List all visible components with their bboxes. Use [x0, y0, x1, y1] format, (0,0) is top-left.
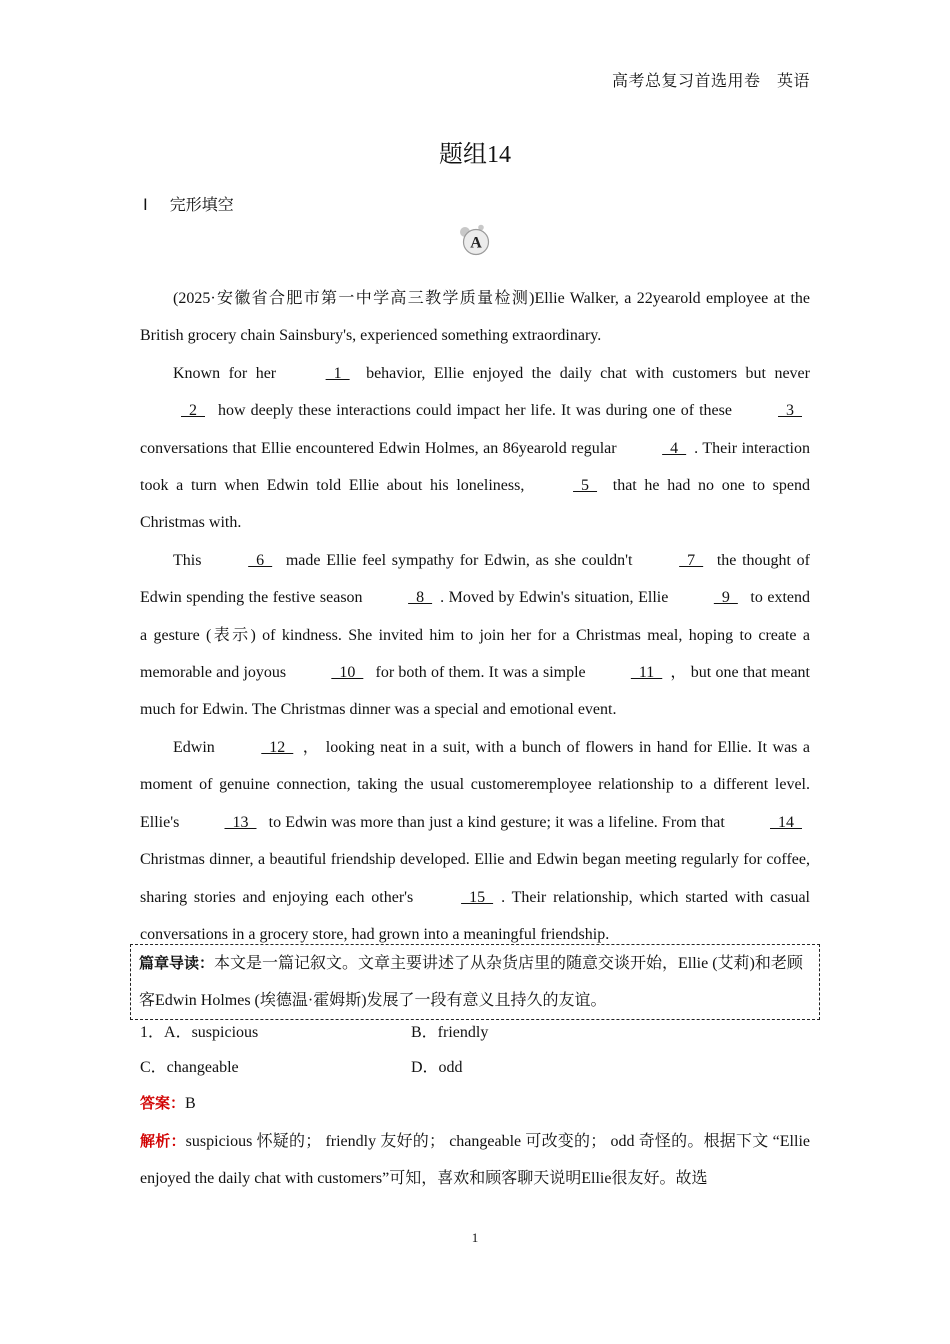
analysis-block	[140, 1123, 810, 1197]
guide-text: 本文是一篇记叙文。文章主要讲述了从杂货店里的随意交谈开始，Ellie (艾莉)和老顾客Edwin Holmes (埃德温·霍姆斯)发展了一段有意义且持久的友谊。	[139, 955, 803, 1009]
paragraph-text: that he had no one to spend Christmas with.	[140, 477, 811, 532]
paragraph-text: Edwin	[173, 738, 221, 756]
guide-label: 篇章导读：	[139, 954, 215, 972]
paragraph-text: . Their relationship, which started with casual conversations in a grocery store, had grown into a meaningful friendship.	[140, 888, 810, 943]
paragraph-text: (2025·安徽省合肥市第一中学高三教学质量检测)Ellie Walker, a 22yearold employee at the British grocery chain Sainsbury's, experienced something extraordinary.	[140, 290, 810, 345]
paragraph-text: This	[173, 551, 208, 569]
blank-9: 9	[713, 589, 738, 607]
passage-a-badge-icon	[458, 224, 492, 258]
option-a	[140, 1018, 258, 1048]
page-title: 题组14	[439, 142, 511, 168]
paragraph-text: to extend a gesture (表示) of kindness. She invited him to join her for a Christmas meal, hoping to create a memorable and joyous	[140, 589, 811, 682]
paragraph-text: . Their interaction took a turn when Edwin told Ellie about his loneliness,	[140, 439, 810, 495]
blank-5: 5	[573, 477, 598, 495]
paragraph-text: to Edwin was more than just a kind gesture; it was a lifeline. From that	[264, 813, 729, 831]
paragraph-text: the thought of Edwin spending the festive season	[140, 551, 811, 607]
paragraph-text: . Moved by Edwin's situation, Ellie	[440, 589, 673, 607]
blank-6: 6	[248, 551, 273, 569]
blank-4: 4	[662, 439, 687, 457]
answer-value: B	[185, 1095, 196, 1112]
blank-14: 14	[770, 813, 802, 831]
section-label: 完形填空	[169, 195, 234, 214]
question-number: 1．	[140, 1024, 165, 1041]
blank-1: 1	[325, 364, 350, 382]
paragraph-text: made Ellie feel sympathy for Edwin, as she couldn't	[280, 551, 639, 569]
blank-3: 3	[778, 402, 802, 420]
option-b: B．friendly	[411, 1024, 489, 1041]
options-row	[140, 1053, 810, 1088]
blank-11: 11	[630, 664, 663, 682]
paragraph-text: Known for her	[173, 364, 285, 382]
option-c: C．changeable	[140, 1059, 239, 1076]
blank-15: 15	[461, 888, 494, 906]
passage-paragraph-1	[140, 280, 810, 355]
passage-guide-box	[130, 944, 820, 1020]
blank-2: 2	[181, 402, 205, 420]
paragraph-text: ， but one that meant much for Edwin. The Christmas dinner was a special and emotional event.	[140, 664, 811, 719]
option-a-text: A．suspicious	[164, 1024, 259, 1041]
passage-paragraph-2	[140, 355, 810, 542]
page-number: 1	[471, 1230, 479, 1245]
paragraph-text: ， looking neat in a suit, with a bunch of flowers in hand for Ellie. It was a moment of genuine connection, taking the usual customeremployee relationship to a different level. Ellie's	[140, 738, 810, 831]
passage-paragraph-4	[140, 729, 810, 953]
analysis-label: 解析：	[140, 1132, 186, 1150]
blank-13: 13	[224, 813, 257, 831]
section-heading	[143, 192, 234, 215]
answer-line	[140, 1088, 196, 1119]
paragraph-text: how deeply these interactions could impact her life. It was during one of these	[213, 402, 737, 420]
analysis-text: suspicious 怀疑的； friendly 友好的； changeable 可改变的； odd 奇怪的。根据下文 “Ellie enjoyed the daily chat with customers”可知，喜欢和顾客聊天说明Ellie很友好。故选	[140, 1133, 810, 1187]
question-1-options	[140, 1018, 810, 1088]
paragraph-text: conversations that Ellie encountered Edwin Holmes, an 86yearold regular	[140, 439, 622, 457]
header-title: 高考总复习首选用卷 英语	[611, 73, 810, 90]
blank-8: 8	[408, 589, 433, 607]
badge-letter: A	[470, 234, 482, 252]
paragraph-text: Christmas dinner, a beautiful friendship developed. Ellie and Edwin began meeting regularly for coffee, sharing stories and enjoying each other's	[140, 851, 810, 906]
paragraph-text: behavior, Ellie enjoyed the daily chat with customers but never	[357, 364, 810, 382]
options-row	[140, 1018, 810, 1053]
cloze-passage	[140, 280, 810, 953]
section-number: Ⅰ	[143, 197, 148, 214]
blank-7: 7	[679, 551, 704, 569]
blank-10: 10	[331, 664, 364, 682]
answer-label: 答案：	[140, 1094, 186, 1112]
option-d: D．odd	[411, 1059, 463, 1076]
passage-paragraph-3	[140, 542, 810, 729]
paragraph-text: for both of them. It was a simple	[371, 664, 590, 682]
blank-12: 12	[261, 738, 294, 756]
